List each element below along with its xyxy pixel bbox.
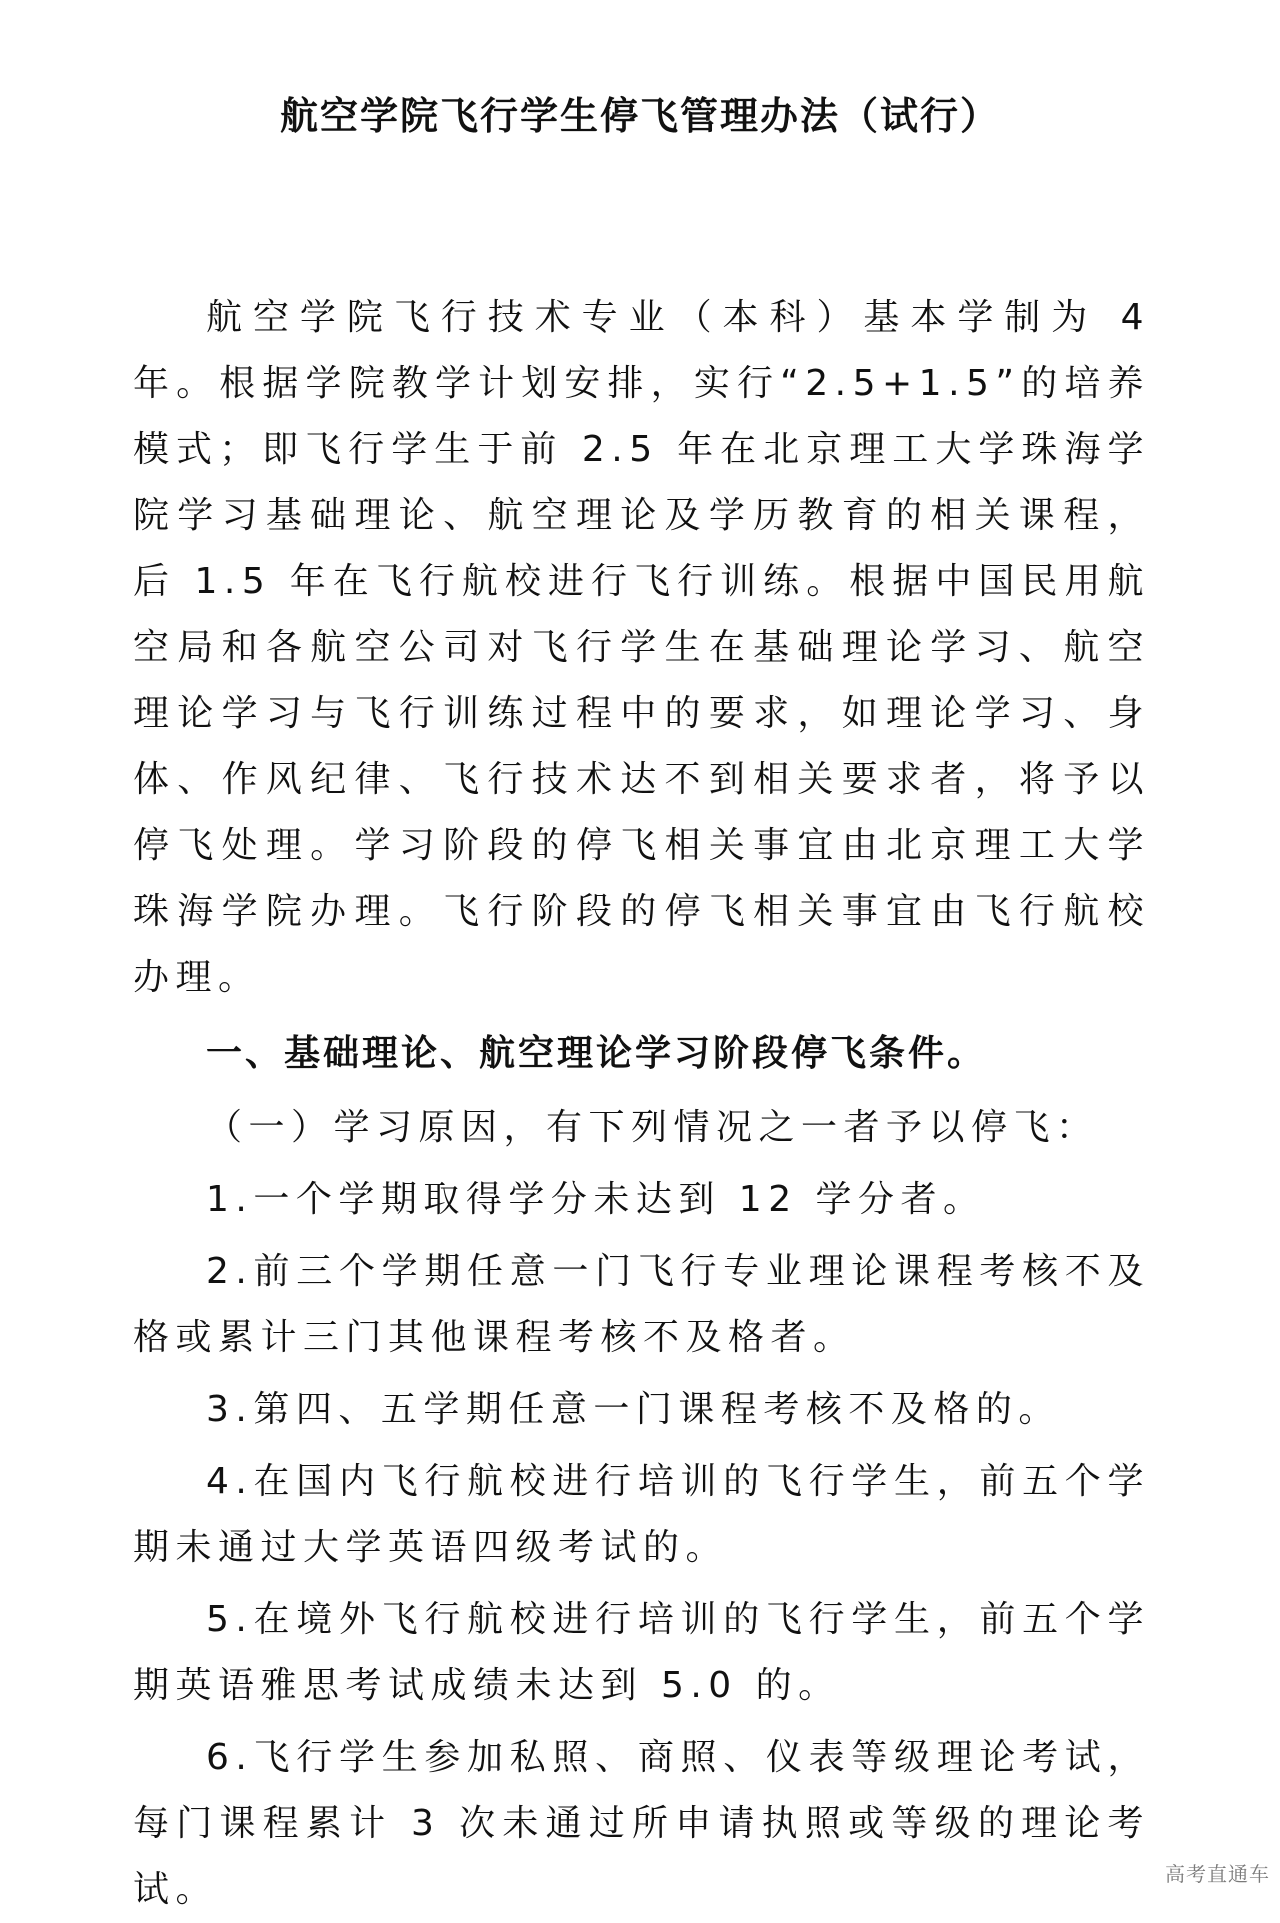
list-item: 5.在境外飞行航校进行培训的飞行学生，前五个学期英语雅思考试成绩未达到 5.0 的。 xyxy=(133,1599,1150,1706)
document-body xyxy=(133,285,1150,1923)
intro-paragraph: 航空学院飞行技术专业（本科）基本学制为 4 年。根据学院教学计划安排，实行“2.5+1.5”的培养模式；即飞行学生于前 2.5 年在北京理工大学珠海学院学习基础理论、航空理论及学历教育的相关课程，后 1.5 年在飞行航校进行飞行训练。根据中国民用航空局和各航空公司对飞行学生在基础理论学习、航空理论学习与飞行训练过程中的要求，如理论学习、身体、作风纪律、飞行技术达不到相关要求者，将予以停飞处理。学习阶段的停飞相关事宜由北京理工大学珠海学院办理。飞行阶段的停飞相关事宜由飞行航校办理。 xyxy=(133,297,1150,998)
list-item: 1.一个学期取得学分未达到 12 学分者。 xyxy=(206,1179,986,1220)
document-title: 航空学院飞行学生停飞管理办法（试行） xyxy=(279,94,1000,138)
list-item: 2.前三个学期任意一门飞行专业理论课程考核不及格或累计三门其他课程考核不及格者。 xyxy=(133,1251,1150,1358)
subsection-heading: （一）学习原因，有下列情况之一者予以停飞： xyxy=(206,1107,1099,1148)
list-item: 6.飞行学生参加私照、商照、仪表等级理论考试，每门课程累计 3 次未通过所申请执照或等级的理论考试。 xyxy=(133,1737,1150,1910)
watermark: 高考直通车 xyxy=(1165,1862,1270,1886)
list-item: 4.在国内飞行航校进行培训的飞行学生，前五个学期未通过大学英语四级考试的。 xyxy=(133,1461,1150,1568)
section-heading: 一、基础理论、航空理论学习阶段停飞条件。 xyxy=(206,1033,987,1074)
list-item: 3.第四、五学期任意一门课程考核不及格的。 xyxy=(206,1389,1061,1430)
